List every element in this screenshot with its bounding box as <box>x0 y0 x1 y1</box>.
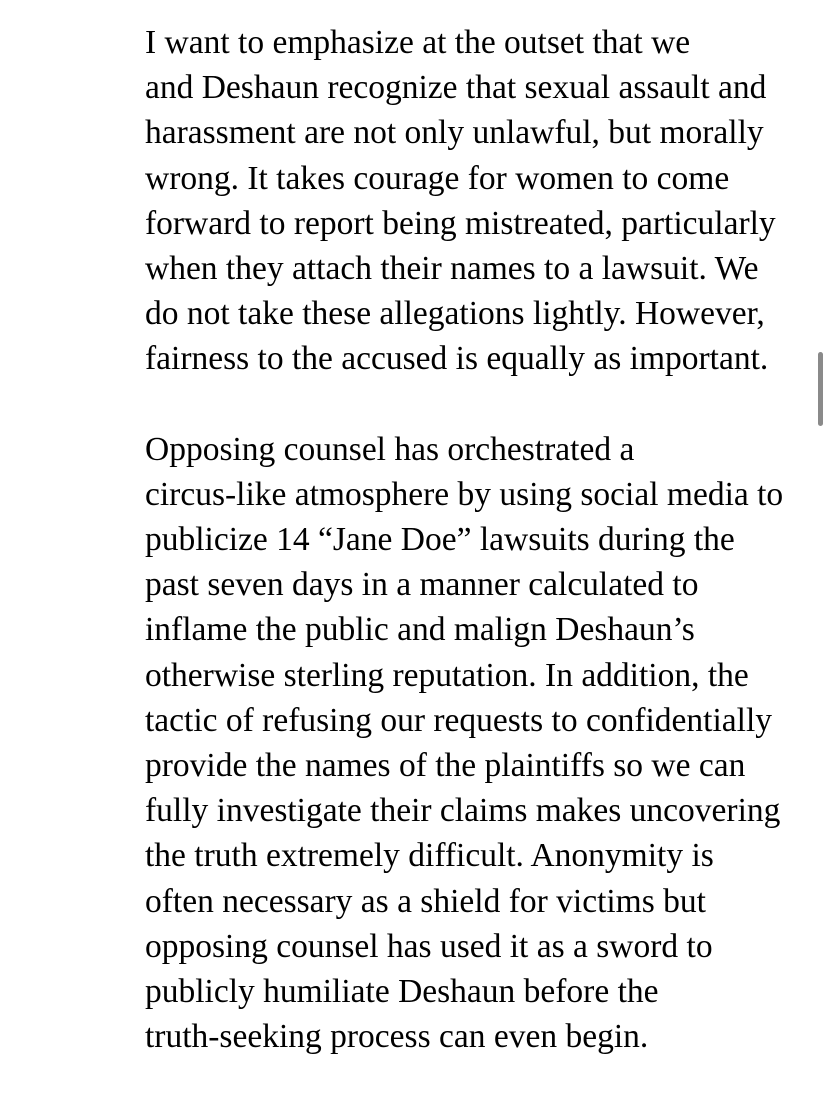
text-line: circus-like atmosphere by using social media to <box>145 475 784 513</box>
text-line: when they attach their names to a lawsuit. We <box>145 250 759 288</box>
text-line: do not take these allegations lightly. However, <box>145 295 765 333</box>
text-line: the truth extremely difficult. Anonymity is <box>145 837 714 875</box>
text-line: often necessary as a shield for victims but <box>145 882 706 920</box>
text-line: publicly humiliate Deshaun before the <box>145 973 659 1011</box>
text-line: fully investigate their claims makes uncovering <box>145 792 781 830</box>
text-line: wrong. It takes courage for women to come <box>145 159 730 197</box>
paragraph-1 <box>48 20 798 382</box>
text-line: forward to report being mistreated, particularly <box>145 204 776 242</box>
document-body <box>48 20 798 1059</box>
text-line: harassment are not only unlawful, but morally <box>145 114 764 152</box>
paragraph-2 <box>48 427 798 1060</box>
scrollbar-thumb[interactable] <box>818 352 823 426</box>
text-line: tactic of refusing our requests to confidentially <box>145 701 772 739</box>
text-line: otherwise sterling reputation. In addition, the <box>145 656 749 694</box>
text-line: inflame the public and malign Deshaun’s <box>145 611 695 649</box>
vertical-scrollbar[interactable] <box>816 0 826 1095</box>
text-line: truth-seeking process can even begin. <box>145 1018 649 1056</box>
text-line: and Deshaun recognize that sexual assault and <box>145 69 767 107</box>
text-line: past seven days in a manner calculated to <box>145 566 699 604</box>
text-line: publicize 14 “Jane Doe” lawsuits during the <box>145 521 735 559</box>
text-line: Opposing counsel has orchestrated a <box>145 430 635 468</box>
text-line: fairness to the accused is equally as important. <box>145 340 769 378</box>
text-line: provide the names of the plaintiffs so we can <box>145 747 746 785</box>
text-line: opposing counsel has used it as a sword to <box>145 927 713 965</box>
text-line: I want to emphasize at the outset that we <box>145 24 691 61</box>
